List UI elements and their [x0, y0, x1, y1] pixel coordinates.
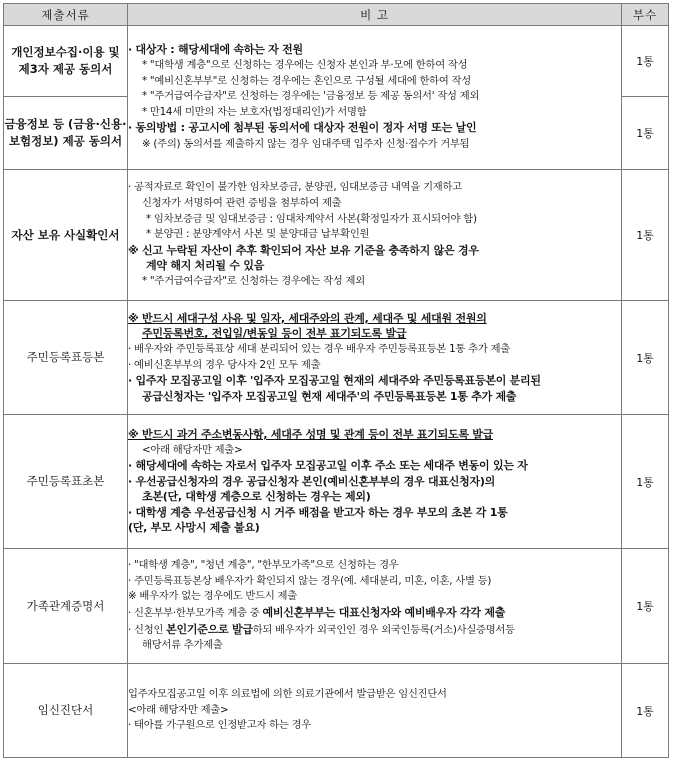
remark-line: <아래 해당자만 제출>: [128, 703, 229, 716]
remark-line: 공급신청자는 '입주자 모집공고일 현재 세대주'의 주민등록표등본 1통 추가 제출: [142, 389, 517, 403]
doc-privacy: 개인정보수집·이용 및 제3자 제공 동의서: [4, 26, 128, 97]
remark-line: 계약 해지 처리될 수 있음: [146, 259, 265, 273]
remark-line: 신청자가 서명하여 관련 증빙을 첨부하여 제출: [142, 197, 342, 210]
header-document: 제출서류: [4, 4, 128, 26]
count-finance: 1통: [622, 97, 669, 170]
row-resident-full: [4, 415, 669, 549]
header-remarks: 비 고: [128, 4, 622, 26]
row-privacy: [4, 26, 669, 97]
row-pregnancy: [4, 664, 669, 758]
count-pregnancy: 1통: [622, 664, 669, 758]
remark-line: ※ 배우자가 없는 경우에도 반드시 제출: [128, 590, 297, 603]
remark-line: · 배우자와 주민등록표상 세대 분리되어 있는 경우 배우자 주민등록표등본 1통 추가 제출: [128, 342, 510, 355]
doc-resident-full: 주민등록표초본: [4, 415, 128, 549]
document-table: [3, 3, 669, 758]
doc-finance: 금융정보 등 (금융·신용·보험정보) 제공 동의서: [4, 97, 128, 170]
remark-emphasis: 본인기준으로 발급: [166, 622, 253, 636]
remark-line: · "대학생 계층", "청년 계층", "한부모가족"으로 신청하는 경우: [128, 559, 399, 572]
remark-line: · 태아를 가구원으로 인정받고자 하는 경우: [128, 719, 311, 732]
remark-emphasis: 예비신혼부부는 대표신청자와 예비배우자 각각 제출: [262, 606, 506, 619]
remark-line: * 만14세 미만의 자는 보호자(법정대리인)가 서명함: [142, 105, 367, 118]
remarks-resident-full: [128, 415, 622, 549]
header-row: [4, 4, 669, 26]
count-resident-abstract: 1통: [622, 301, 669, 415]
count-resident-full: 1통: [622, 415, 669, 549]
remark-line: ※ (주의) 동의서를 제출하지 않는 경우 임대주택 입주자 신청·접수가 거부됨: [142, 137, 470, 150]
remark-line: * "주거급여수급자"로 신청하는 경우에는 '금융정보 등 제공 동의서' 작성 제외: [142, 90, 480, 103]
remark-line: ※ 반드시 과거 주소변동사항, 세대주 성명 및 관계 등이 전부 표기되도록 발급: [128, 427, 494, 441]
remark-line: [128, 120, 621, 137]
doc-asset: 자산 보유 사실확인서: [4, 170, 128, 301]
remark-text: · 동의방법 : 공고시에 첨부된 동의서에 대상자 전원이: [128, 121, 383, 135]
count-asset: 1통: [622, 170, 669, 301]
remark-line: · 주민등록표등본상 배우자가 확인되지 않는 경우(예. 세대분리, 미혼, 이혼, 사별 등): [128, 574, 492, 587]
remark-text: 하되 배우자가 외국인인 경우 외국인등록(거소)사실증명서등: [252, 623, 515, 636]
remark-line: [128, 605, 621, 622]
remarks-family: [128, 549, 622, 664]
remark-line: 입주자모집공고일 이후 의료법에 의한 의료기관에서 발급받은 임신진단서: [128, 688, 447, 701]
remark-line: * "대학생 계층"으로 신청하는 경우에는 신청자 본인과 부·모에 한하여 작성: [142, 59, 468, 72]
remark-line: · 예비신혼부부의 경우 당사자 2인 모두 제출: [128, 358, 321, 371]
remark-line: <아래 해당자만 제출>: [142, 443, 243, 456]
doc-resident-abstract: 주민등록표등본: [4, 301, 128, 415]
remark-line: · 입주자 모집공고일 이후 '입주자 모집공고일 현재의 세대주와 주민등록표등본이 분리된: [128, 374, 541, 388]
remark-line: · 해당세대에 속하는 자로서 입주자 모집공고일 이후 주소 또는 세대주 변동이 있는 자: [128, 459, 528, 473]
remarks-pregnancy: [128, 664, 622, 758]
count-privacy: 1통: [622, 26, 669, 97]
remark-line: · 공적자료로 확인이 불가한 임차보증금, 분양권, 임대보증금 내역을 기재하고: [128, 181, 462, 194]
remark-line: ※ 반드시 세대구성 사유 및 일자, 세대주와의 관계, 세대주 및 세대원 전원의: [128, 311, 487, 325]
remark-line: (단, 부모 사망시 제출 불요): [128, 521, 260, 535]
row-asset: [4, 170, 669, 301]
remark-line: * "주거급여수급자"로 신청하는 경우에는 작성 제외: [142, 274, 365, 287]
row-resident-abstract: [4, 301, 669, 415]
remark-line: · 대학생 계층 우선공급신청 시 거주 배점을 받고자 하는 경우 부모의 초본 각 1통: [128, 505, 508, 519]
remarks-asset: [128, 170, 622, 301]
remark-line: * 분양권 : 분양계약서 사본 및 분양대금 납부확인원: [146, 228, 370, 241]
doc-family: 가족관계증명서: [4, 549, 128, 664]
doc-pregnancy: 임신진단서: [4, 664, 128, 758]
remark-line: * "예비신혼부부"로 신청하는 경우에는 혼인으로 구성될 세대에 한하여 작성: [142, 74, 471, 87]
remark-line: ※ 신고 누락된 자산이 추후 확인되어 자산 보유 기준을 충족하지 않은 경우: [128, 243, 479, 257]
remark-line: [128, 622, 621, 639]
remark-text: · 신청인: [128, 623, 167, 636]
header-count: 부수: [622, 4, 669, 26]
remark-line: 주민등록번호, 전입일/변동일 등이 전부 표기되도록 발급: [142, 327, 407, 341]
remark-line: · 대상자 : 해당세대에 속하는 자 전원: [128, 43, 303, 57]
count-family: 1통: [622, 549, 669, 664]
remark-line: * 임차보증금 및 임대보증금 : 임대차계약서 사본(확정일자가 표시되어야 함): [146, 212, 477, 225]
remark-line: · 우선공급신청자의 경우 공급신청자 본인(예비신혼부부의 경우 대표신청자)의: [128, 474, 495, 488]
remarks-resident-abstract: [128, 301, 622, 415]
remark-emphasis: 정자 서명 또는 날인: [382, 121, 477, 135]
remarks-consent: [128, 26, 622, 170]
remark-text: · 신혼부부·한부모가족 계층 중: [128, 607, 263, 619]
remark-line: 해당서류 추가제출: [142, 639, 223, 652]
row-family: [4, 549, 669, 664]
remark-line: 초본(단, 대학생 계층으로 신청하는 경우는 제외): [142, 490, 371, 504]
